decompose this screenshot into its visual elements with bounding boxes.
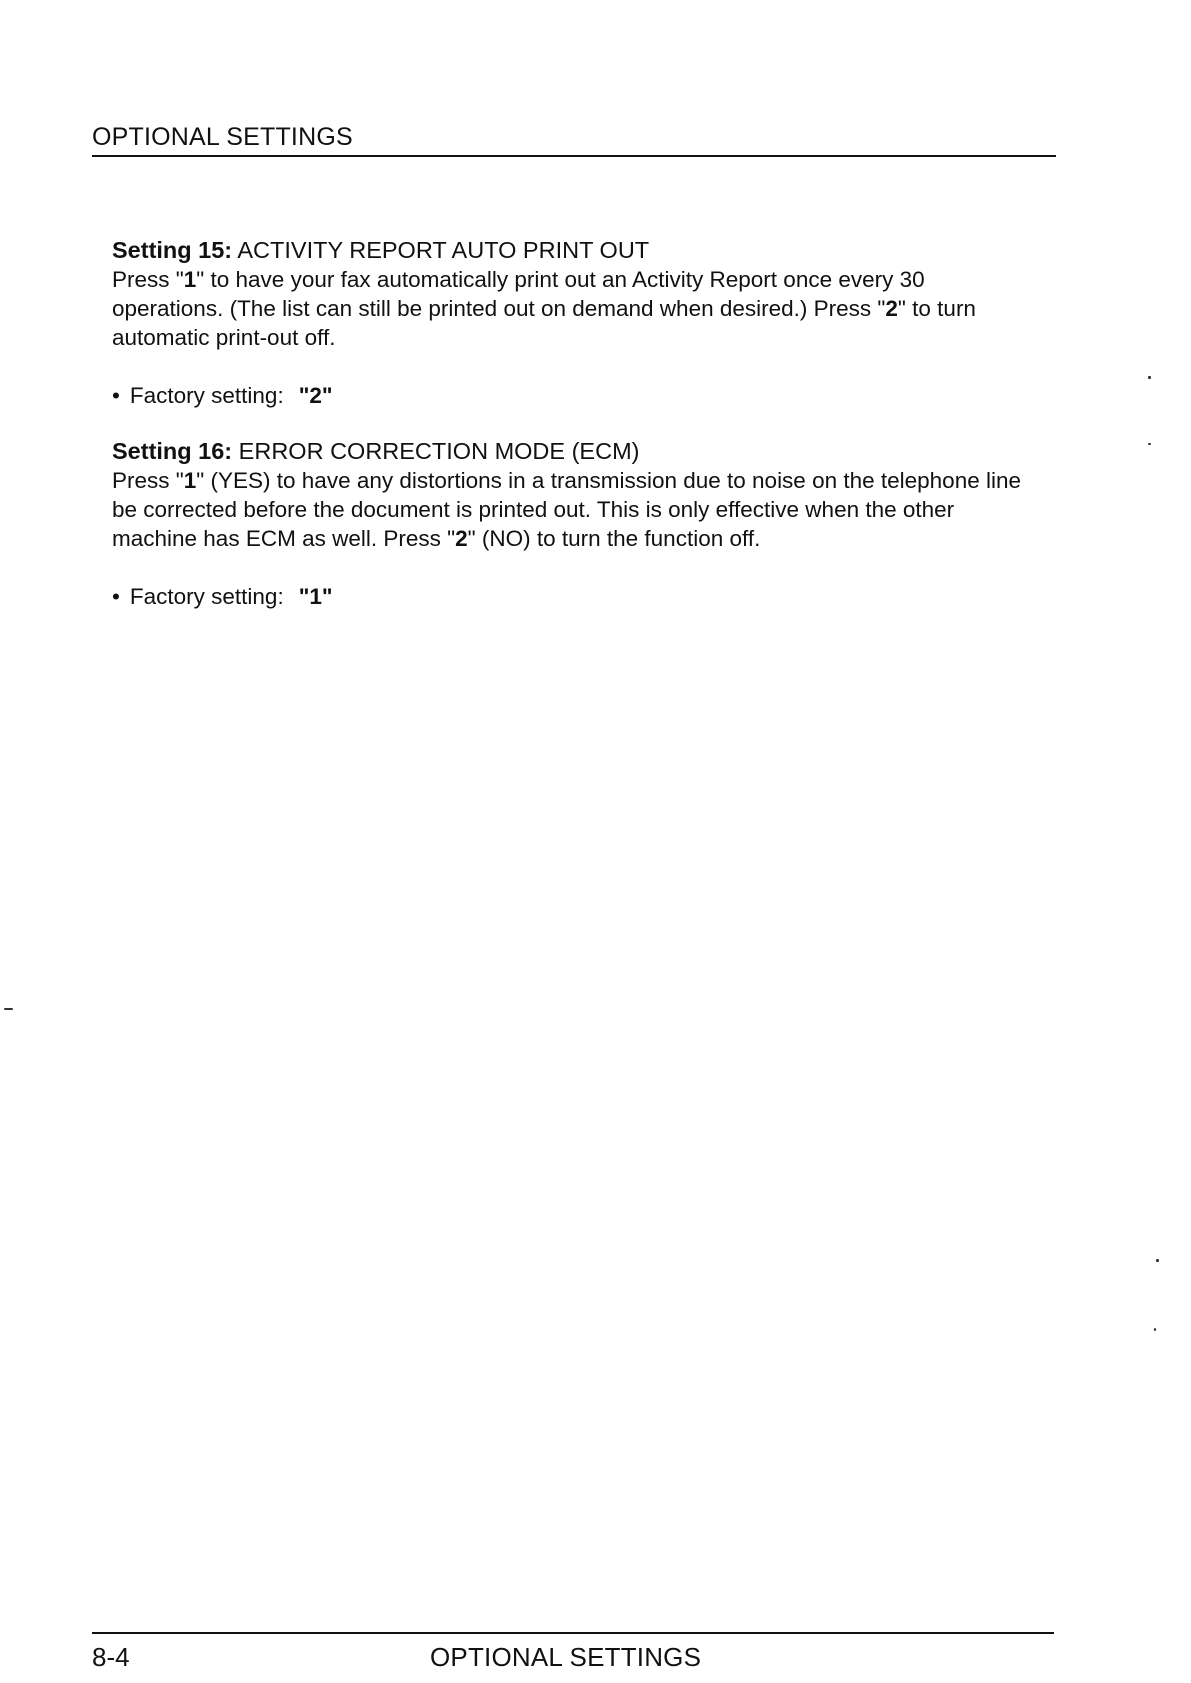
text-run: Press " bbox=[112, 267, 184, 292]
page-number: 8-4 bbox=[92, 1642, 130, 1672]
text-run: " to have your fax automatically print out an Activity Report once every 30 operations. (The list can still be printed out on demand when desired.) Press " bbox=[112, 267, 925, 321]
text-run: Press " bbox=[112, 468, 184, 493]
page-header bbox=[92, 122, 1056, 157]
scan-speck bbox=[4, 1008, 13, 1010]
bullet-icon: • bbox=[112, 383, 120, 408]
key-2-emphasis: 2 bbox=[455, 526, 468, 551]
key-1-emphasis: 1 bbox=[183, 468, 197, 493]
setting-16-label: Setting 16: bbox=[112, 438, 233, 464]
page-content bbox=[112, 236, 1032, 638]
setting-16-name: ERROR CORRECTION MODE (ECM) bbox=[238, 438, 640, 464]
bullet-icon: • bbox=[112, 584, 120, 609]
text-run: " (NO) to turn the function off. bbox=[467, 526, 761, 551]
setting-15-label: Setting 15: bbox=[112, 237, 233, 263]
key-2-emphasis: 2 bbox=[885, 296, 898, 321]
setting-16-factory-setting bbox=[112, 582, 1032, 611]
setting-15-heading bbox=[112, 236, 1032, 265]
setting-15-section bbox=[112, 236, 1032, 410]
factory-setting-value: "2" bbox=[298, 383, 333, 408]
factory-setting-label: Factory setting: bbox=[129, 584, 284, 609]
scan-speck bbox=[1154, 1328, 1156, 1331]
factory-setting-label: Factory setting: bbox=[129, 383, 284, 408]
page-footer bbox=[92, 1632, 1054, 1672]
setting-15-factory-setting bbox=[112, 381, 1032, 410]
setting-15-name: ACTIVITY REPORT AUTO PRINT OUT bbox=[237, 237, 650, 263]
text-run: " to turn automatic print-out off. bbox=[112, 296, 976, 350]
setting-15-description bbox=[112, 265, 1032, 352]
scan-speck bbox=[1148, 443, 1151, 445]
key-1-emphasis: 1 bbox=[183, 267, 197, 292]
setting-16-description bbox=[112, 466, 1032, 553]
setting-16-heading bbox=[112, 437, 1032, 466]
scan-speck bbox=[1148, 376, 1151, 379]
text-run: " (YES) to have any distortions in a transmission due to noise on the telephone line be corrected before the document is printed out. This is only effective when the other machine has ECM as well. Press " bbox=[112, 468, 1022, 551]
footer-title: OPTIONAL SETTINGS bbox=[430, 1642, 702, 1672]
header-title: OPTIONAL SETTINGS bbox=[92, 123, 353, 151]
scan-speck bbox=[1156, 1259, 1159, 1262]
factory-setting-value: "1" bbox=[298, 584, 333, 609]
setting-16-section bbox=[112, 437, 1032, 611]
